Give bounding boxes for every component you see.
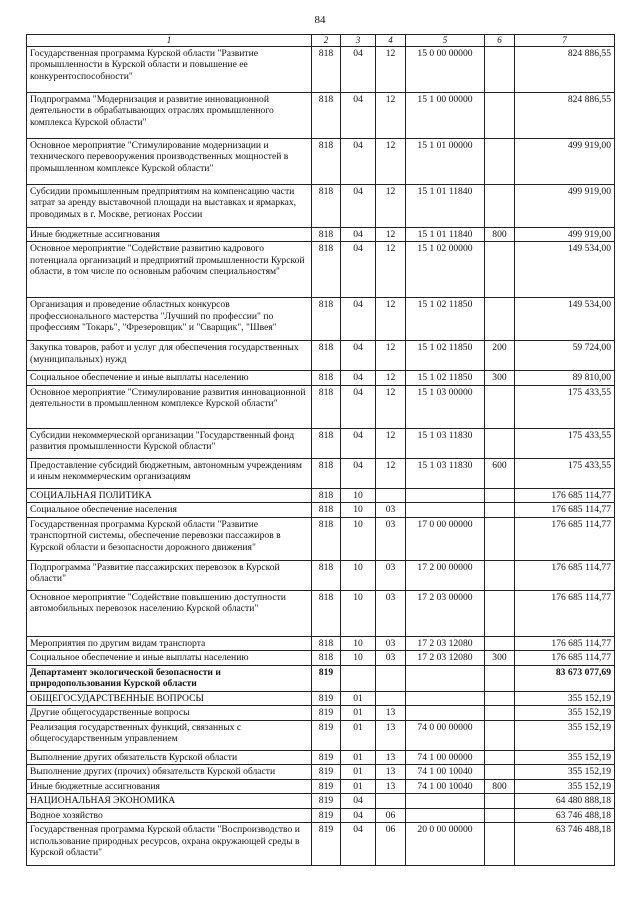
table-row [27, 458, 615, 488]
cell-target-article: 15 1 01 11840 [406, 184, 485, 227]
cell-ministry-code: 818 [312, 590, 341, 636]
cell-amount: 63 746 488,18 [515, 823, 615, 866]
cell-name: Мероприятия по другим видам транспорта [27, 636, 312, 651]
cell-section: 10 [341, 517, 376, 560]
cell-section: 01 [341, 691, 376, 706]
cell-target-article: 15 1 03 11830 [406, 458, 485, 488]
cell-expense-type [485, 590, 515, 636]
cell-target-article: 17 2 03 12080 [406, 651, 485, 666]
cell-expense-type [485, 720, 515, 750]
table-row [27, 385, 615, 428]
cell-amount: 355 152,19 [515, 720, 615, 750]
cell-section: 04 [341, 138, 376, 184]
cell-expense-type [485, 750, 515, 765]
cell-name: Основное мероприятие "Содействие повышению доступности автомобильных перевозок населению Курской области" [27, 590, 312, 636]
table-row [27, 503, 615, 518]
cell-target-article: 15 1 00 00000 [406, 92, 485, 138]
cell-subsection: 06 [376, 808, 406, 823]
page-number: 84 [314, 14, 326, 26]
cell-ministry-code: 818 [312, 458, 341, 488]
cell-name: Социальное обеспечение и иные выплаты населению [27, 651, 312, 666]
cell-section: 04 [341, 808, 376, 823]
cell-ministry-code: 818 [312, 298, 341, 341]
cell-amount: 176 685 114,77 [515, 503, 615, 518]
cell-ministry-code: 818 [312, 503, 341, 518]
cell-expense-type [485, 823, 515, 866]
cell-target-article: 15 0 00 00000 [406, 46, 485, 92]
cell-section: 01 [341, 750, 376, 765]
cell-amount: 355 152,19 [515, 765, 615, 780]
cell-target-article: 15 1 02 00000 [406, 242, 485, 298]
table-row [27, 138, 615, 184]
cell-section: 10 [341, 590, 376, 636]
cell-ministry-code: 818 [312, 488, 341, 503]
cell-expense-type [485, 517, 515, 560]
table-row [27, 184, 615, 227]
cell-amount: 176 685 114,77 [515, 636, 615, 651]
table-row [27, 517, 615, 560]
cell-subsection: 03 [376, 517, 406, 560]
cell-section: 04 [341, 428, 376, 458]
cell-expense-type: 800 [485, 779, 515, 794]
cell-ministry-code: 819 [312, 765, 341, 780]
cell-ministry-code: 818 [312, 184, 341, 227]
header-row [27, 35, 615, 47]
cell-ministry-code: 819 [312, 750, 341, 765]
cell-expense-type [485, 636, 515, 651]
cell-expense-type: 200 [485, 341, 515, 371]
cell-subsection: 12 [376, 458, 406, 488]
cell-subsection: 12 [376, 298, 406, 341]
cell-ministry-code: 818 [312, 138, 341, 184]
cell-expense-type [485, 385, 515, 428]
cell-section: 04 [341, 242, 376, 298]
cell-amount: 176 685 114,77 [515, 560, 615, 590]
table-row [27, 46, 615, 92]
cell-section: 01 [341, 779, 376, 794]
column-header: 5 [406, 35, 485, 47]
cell-target-article: 17 0 00 00000 [406, 517, 485, 560]
cell-name: Субсидии некоммерческой организации "Государственный фонд развития промышленности Курской области" [27, 428, 312, 458]
cell-section: 04 [341, 341, 376, 371]
cell-ministry-code: 818 [312, 636, 341, 651]
cell-target-article [406, 691, 485, 706]
cell-expense-type [485, 691, 515, 706]
cell-subsection: 12 [376, 92, 406, 138]
cell-expense-type [485, 706, 515, 721]
table-row [27, 823, 615, 866]
cell-subsection: 12 [376, 341, 406, 371]
cell-amount: 499 919,00 [515, 184, 615, 227]
cell-section: 04 [341, 458, 376, 488]
cell-name: Выполнение других (прочих) обязательств Курской области [27, 765, 312, 780]
table-row [27, 371, 615, 386]
cell-section: 10 [341, 503, 376, 518]
column-header: 2 [312, 35, 341, 47]
cell-target-article [406, 706, 485, 721]
cell-name: Иные бюджетные ассигнования [27, 779, 312, 794]
cell-name: Основное мероприятие "Стимулирование развития инновационной деятельности в промышленном комплексе Курской области" [27, 385, 312, 428]
cell-expense-type [485, 184, 515, 227]
cell-name: Организация и проведение областных конкурсов профессионального мастерства "Лучший по профессии" по профессиям "Токарь", "Фрезеровщик" и "Сварщик", "Швея" [27, 298, 312, 341]
cell-expense-type [485, 138, 515, 184]
cell-name: Иные бюджетные ассигнования [27, 227, 312, 242]
cell-amount: 824 886,55 [515, 92, 615, 138]
cell-ministry-code: 818 [312, 341, 341, 371]
cell-target-article: 15 1 01 11840 [406, 227, 485, 242]
cell-target-article [406, 503, 485, 518]
cell-target-article: 74 1 00 00000 [406, 750, 485, 765]
budget-table [26, 34, 615, 866]
column-header: 6 [485, 35, 515, 47]
cell-name: ОБЩЕГОСУДАРСТВЕННЫЕ ВОПРОСЫ [27, 691, 312, 706]
cell-subsection: 13 [376, 720, 406, 750]
cell-ministry-code: 818 [312, 560, 341, 590]
column-header: 1 [27, 35, 312, 47]
cell-subsection: 03 [376, 636, 406, 651]
cell-amount: 355 152,19 [515, 691, 615, 706]
cell-target-article [406, 794, 485, 809]
cell-target-article: 74 0 00 00000 [406, 720, 485, 750]
cell-amount: 89 810,00 [515, 371, 615, 386]
cell-expense-type [485, 503, 515, 518]
cell-name: Основное мероприятие "Содействие развитию кадрового потенциала организаций и предприятий промышленности Курской области, в том числе по основным рабочим специальностям" [27, 242, 312, 298]
cell-target-article: 15 1 03 11830 [406, 428, 485, 458]
cell-amount: 63 746 488,18 [515, 808, 615, 823]
cell-section [341, 665, 376, 691]
cell-expense-type [485, 488, 515, 503]
table-row [27, 341, 615, 371]
cell-target-article: 17 2 03 12080 [406, 636, 485, 651]
cell-subsection: 12 [376, 428, 406, 458]
cell-subsection: 12 [376, 385, 406, 428]
table-row [27, 706, 615, 721]
table-row [27, 488, 615, 503]
cell-expense-type: 300 [485, 651, 515, 666]
column-header: 7 [515, 35, 615, 47]
cell-subsection: 03 [376, 503, 406, 518]
cell-name: Подпрограмма "Модернизация и развитие инновационной деятельности в обрабатывающих отраслях промышленного комплекса Курской области" [27, 92, 312, 138]
cell-ministry-code: 818 [312, 92, 341, 138]
cell-ministry-code: 818 [312, 385, 341, 428]
cell-section: 04 [341, 823, 376, 866]
cell-ministry-code: 818 [312, 242, 341, 298]
table-row [27, 808, 615, 823]
cell-section: 04 [341, 371, 376, 386]
cell-target-article: 74 1 00 10040 [406, 765, 485, 780]
cell-name: Социальное обеспечение населения [27, 503, 312, 518]
cell-ministry-code: 818 [312, 651, 341, 666]
cell-amount: 499 919,00 [515, 227, 615, 242]
column-header: 4 [376, 35, 406, 47]
cell-name: Предоставление субсидий бюджетным, автономным учреждениям и иным некоммерческим организациям [27, 458, 312, 488]
cell-ministry-code: 818 [312, 227, 341, 242]
cell-section: 04 [341, 227, 376, 242]
cell-subsection: 12 [376, 184, 406, 227]
cell-subsection: 03 [376, 590, 406, 636]
cell-section: 04 [341, 184, 376, 227]
cell-section: 10 [341, 488, 376, 503]
cell-ministry-code: 819 [312, 665, 341, 691]
cell-expense-type [485, 242, 515, 298]
cell-subsection [376, 488, 406, 503]
cell-subsection: 03 [376, 560, 406, 590]
cell-name: Государственная программа Курской области "Развитие промышленности в Курской области и повышение ее конкурентоспособности" [27, 46, 312, 92]
cell-name: НАЦИОНАЛЬНАЯ ЭКОНОМИКА [27, 794, 312, 809]
cell-ministry-code: 819 [312, 720, 341, 750]
cell-name: Другие общегосударственные вопросы [27, 706, 312, 721]
cell-target-article [406, 665, 485, 691]
cell-amount: 176 685 114,77 [515, 590, 615, 636]
cell-target-article: 17 2 00 00000 [406, 560, 485, 590]
cell-ministry-code: 819 [312, 823, 341, 866]
cell-ministry-code: 818 [312, 371, 341, 386]
table-row [27, 665, 615, 691]
cell-name: Социальное обеспечение и иные выплаты населению [27, 371, 312, 386]
cell-name: Закупка товаров, работ и услуг для обеспечения государственных (муниципальных) нужд [27, 341, 312, 371]
cell-name: Департамент экологической безопасности и природопользования Курской области [27, 665, 312, 691]
cell-amount: 176 685 114,77 [515, 517, 615, 560]
cell-amount: 59 724,00 [515, 341, 615, 371]
cell-ministry-code: 819 [312, 706, 341, 721]
cell-subsection: 13 [376, 706, 406, 721]
table-row [27, 92, 615, 138]
cell-target-article: 15 1 03 00000 [406, 385, 485, 428]
cell-target-article: 17 2 03 00000 [406, 590, 485, 636]
table-row [27, 691, 615, 706]
table-row [27, 242, 615, 298]
cell-expense-type [485, 560, 515, 590]
cell-subsection: 03 [376, 651, 406, 666]
cell-section: 10 [341, 560, 376, 590]
cell-target-article: 15 1 02 11850 [406, 371, 485, 386]
cell-amount: 64 480 888,18 [515, 794, 615, 809]
cell-ministry-code: 818 [312, 46, 341, 92]
table-row [27, 428, 615, 458]
table-row [27, 750, 615, 765]
table-row [27, 560, 615, 590]
cell-expense-type: 600 [485, 458, 515, 488]
table-row [27, 636, 615, 651]
cell-target-article: 15 1 02 11850 [406, 341, 485, 371]
cell-amount: 149 534,00 [515, 242, 615, 298]
cell-amount: 175 433,55 [515, 428, 615, 458]
cell-amount: 176 685 114,77 [515, 651, 615, 666]
cell-name: Реализация государственных функций, связанных с общегосударственным управлением [27, 720, 312, 750]
cell-ministry-code: 819 [312, 691, 341, 706]
cell-target-article [406, 808, 485, 823]
cell-subsection: 06 [376, 823, 406, 866]
cell-ministry-code: 819 [312, 794, 341, 809]
table-row [27, 794, 615, 809]
table-row [27, 227, 615, 242]
cell-expense-type [485, 794, 515, 809]
cell-expense-type [485, 665, 515, 691]
cell-subsection: 13 [376, 765, 406, 780]
table-row [27, 298, 615, 341]
cell-name: Государственная программа Курской области "Воспроизводство и использование природных ресурсов, охрана окружающей среды в Курской области" [27, 823, 312, 866]
cell-ministry-code: 818 [312, 428, 341, 458]
cell-section: 01 [341, 706, 376, 721]
cell-subsection [376, 794, 406, 809]
cell-section: 04 [341, 794, 376, 809]
cell-amount: 149 534,00 [515, 298, 615, 341]
cell-name: СОЦИАЛЬНАЯ ПОЛИТИКА [27, 488, 312, 503]
cell-subsection: 12 [376, 242, 406, 298]
cell-ministry-code: 819 [312, 808, 341, 823]
cell-amount: 355 152,19 [515, 706, 615, 721]
cell-subsection: 12 [376, 46, 406, 92]
cell-subsection: 12 [376, 138, 406, 184]
cell-target-article: 15 1 02 11850 [406, 298, 485, 341]
cell-expense-type [485, 765, 515, 780]
cell-amount: 499 919,00 [515, 138, 615, 184]
cell-name: Выполнение других обязательств Курской области [27, 750, 312, 765]
cell-ministry-code: 819 [312, 779, 341, 794]
cell-expense-type [485, 428, 515, 458]
cell-expense-type: 300 [485, 371, 515, 386]
cell-name: Водное хозяйство [27, 808, 312, 823]
cell-subsection: 12 [376, 371, 406, 386]
cell-amount: 83 673 077,69 [515, 665, 615, 691]
cell-amount: 355 152,19 [515, 750, 615, 765]
cell-target-article: 15 1 01 00000 [406, 138, 485, 184]
cell-amount: 355 152,19 [515, 779, 615, 794]
table-row [27, 651, 615, 666]
table-row [27, 779, 615, 794]
cell-expense-type [485, 808, 515, 823]
cell-name: Основное мероприятие "Стимулирование модернизации и технического перевооружения производственных мощностей в промышленном комплексе Курской области" [27, 138, 312, 184]
cell-ministry-code: 818 [312, 517, 341, 560]
table-row [27, 765, 615, 780]
cell-section: 01 [341, 765, 376, 780]
cell-target-article [406, 488, 485, 503]
cell-expense-type [485, 298, 515, 341]
table-row [27, 590, 615, 636]
cell-section: 04 [341, 385, 376, 428]
cell-expense-type: 800 [485, 227, 515, 242]
cell-expense-type [485, 92, 515, 138]
cell-section: 04 [341, 298, 376, 341]
cell-expense-type [485, 46, 515, 92]
cell-name: Подпрограмма "Развитие пассажирских перевозок в Курской области" [27, 560, 312, 590]
cell-amount: 175 433,55 [515, 385, 615, 428]
cell-subsection [376, 665, 406, 691]
cell-section: 10 [341, 651, 376, 666]
cell-name: Государственная программа Курской области "Развитие транспортной системы, обеспечение перевозки пассажиров в Курской области и безопасности дорожного движения" [27, 517, 312, 560]
cell-amount: 176 685 114,77 [515, 488, 615, 503]
cell-subsection: 13 [376, 779, 406, 794]
cell-subsection: 12 [376, 227, 406, 242]
cell-section: 04 [341, 46, 376, 92]
cell-section: 04 [341, 92, 376, 138]
cell-section: 01 [341, 720, 376, 750]
cell-subsection: 13 [376, 750, 406, 765]
cell-name: Субсидии промышленным предприятиям на компенсацию части затрат за аренду выставочной площади на выставках и ярмарках, проводимых в г. Москве, регионах России [27, 184, 312, 227]
cell-amount: 175 433,55 [515, 458, 615, 488]
cell-subsection [376, 691, 406, 706]
column-header: 3 [341, 35, 376, 47]
cell-amount: 824 886,55 [515, 46, 615, 92]
table-row [27, 720, 615, 750]
cell-target-article: 20 0 00 00000 [406, 823, 485, 866]
cell-section: 10 [341, 636, 376, 651]
cell-target-article: 74 1 00 10040 [406, 779, 485, 794]
